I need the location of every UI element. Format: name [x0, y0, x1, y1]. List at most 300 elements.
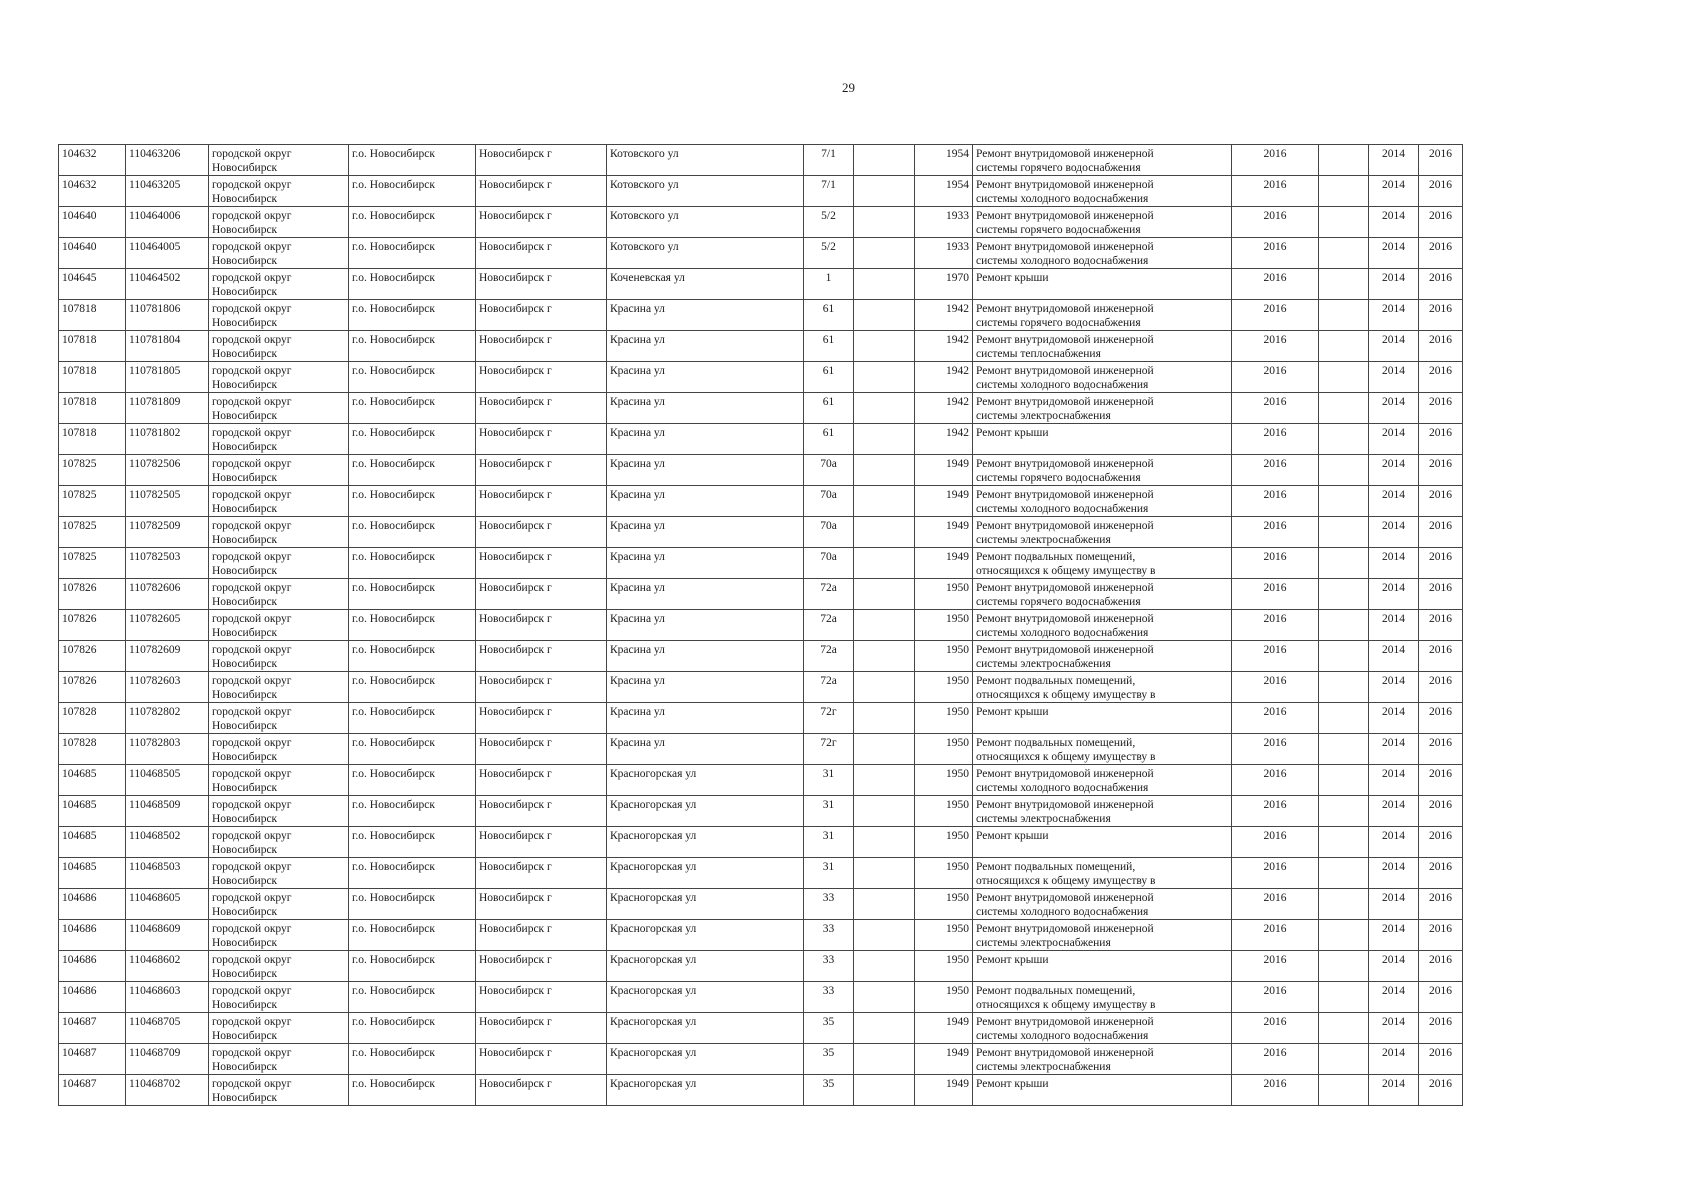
start-year-cell: 2014	[1369, 672, 1419, 703]
table-row	[59, 610, 1463, 641]
start-year-cell: 2014	[1369, 734, 1419, 765]
street-cell: Котовского ул	[607, 207, 804, 238]
end-year-cell: 2016	[1419, 331, 1463, 362]
locality-cell: Новосибирск г	[476, 703, 607, 734]
blank-cell	[854, 765, 915, 796]
municipality-cell: городской округ Новосибирск	[209, 982, 349, 1013]
work-type-line: Ремонт крыши	[976, 954, 1049, 966]
work-type-line: системы электроснабжения	[976, 813, 1111, 825]
house-id-cell: 104687	[59, 1075, 126, 1106]
end-year-cell: 2016	[1419, 176, 1463, 207]
work-type-cell	[973, 424, 1232, 455]
municipality-cell: городской округ Новосибирск	[209, 1075, 349, 1106]
blank-cell	[854, 734, 915, 765]
blank-cell	[854, 207, 915, 238]
house-id-cell: 107825	[59, 517, 126, 548]
work-id-cell: 110781805	[126, 362, 209, 393]
work-type-line: Ремонт крыши	[976, 272, 1049, 284]
street-cell: Красина ул	[607, 393, 804, 424]
district-cell: г.о. Новосибирск	[349, 765, 476, 796]
work-type-line: Ремонт внутридомовой инженерной	[976, 582, 1154, 594]
work-id-cell: 110782509	[126, 517, 209, 548]
municipality-cell: городской округ Новосибирск	[209, 765, 349, 796]
end-year-cell: 2016	[1419, 300, 1463, 331]
work-type-line: Ремонт внутридомовой инженерной	[976, 489, 1154, 501]
blank-cell	[1319, 548, 1369, 579]
work-type-cell	[973, 734, 1232, 765]
street-cell: Котовского ул	[607, 145, 804, 176]
blank-cell	[854, 610, 915, 641]
municipality-cell: городской округ Новосибирск	[209, 269, 349, 300]
municipality-cell: городской округ Новосибирск	[209, 889, 349, 920]
work-type-cell	[973, 486, 1232, 517]
end-year-cell: 2016	[1419, 1013, 1463, 1044]
table-row	[59, 982, 1463, 1013]
district-cell: г.о. Новосибирск	[349, 703, 476, 734]
table-row	[59, 703, 1463, 734]
blank-cell	[854, 424, 915, 455]
blank-cell	[854, 858, 915, 889]
work-type-line: Ремонт внутридомовой инженерной	[976, 520, 1154, 532]
house-id-cell: 104685	[59, 796, 126, 827]
locality-cell: Новосибирск г	[476, 858, 607, 889]
build-year-cell: 1949	[915, 1044, 973, 1075]
plan-year-cell: 2016	[1232, 796, 1319, 827]
end-year-cell: 2016	[1419, 362, 1463, 393]
work-id-cell: 110463206	[126, 145, 209, 176]
work-type-line: относящихся к общему имуществу в	[976, 565, 1156, 577]
table-row	[59, 331, 1463, 362]
house-number-cell: 33	[804, 920, 854, 951]
house-number-cell: 61	[804, 300, 854, 331]
end-year-cell: 2016	[1419, 951, 1463, 982]
start-year-cell: 2014	[1369, 207, 1419, 238]
work-type-line: относящихся к общему имуществу в	[976, 875, 1156, 887]
work-id-cell: 110468605	[126, 889, 209, 920]
house-number-cell: 5/2	[804, 207, 854, 238]
blank-cell	[854, 951, 915, 982]
start-year-cell: 2014	[1369, 1044, 1419, 1075]
house-number-cell: 35	[804, 1044, 854, 1075]
street-cell: Красина ул	[607, 362, 804, 393]
municipality-cell: городской округ Новосибирск	[209, 238, 349, 269]
blank-cell	[1319, 889, 1369, 920]
work-type-line: системы холодного водоснабжения	[976, 379, 1149, 391]
end-year-cell: 2016	[1419, 207, 1463, 238]
municipality-cell: городской округ Новосибирск	[209, 610, 349, 641]
municipality-cell: городской округ Новосибирск	[209, 951, 349, 982]
district-cell: г.о. Новосибирск	[349, 641, 476, 672]
work-type-cell	[973, 331, 1232, 362]
blank-cell	[1319, 393, 1369, 424]
work-type-cell	[973, 176, 1232, 207]
table-row	[59, 920, 1463, 951]
work-id-cell: 110781802	[126, 424, 209, 455]
house-number-cell: 72г	[804, 734, 854, 765]
table-row	[59, 796, 1463, 827]
house-id-cell: 104686	[59, 920, 126, 951]
start-year-cell: 2014	[1369, 610, 1419, 641]
build-year-cell: 1949	[915, 455, 973, 486]
district-cell: г.о. Новосибирск	[349, 300, 476, 331]
street-cell: Красногорская ул	[607, 796, 804, 827]
start-year-cell: 2014	[1369, 238, 1419, 269]
end-year-cell: 2016	[1419, 455, 1463, 486]
start-year-cell: 2014	[1369, 486, 1419, 517]
locality-cell: Новосибирск г	[476, 579, 607, 610]
street-cell: Красногорская ул	[607, 1075, 804, 1106]
blank-cell	[854, 176, 915, 207]
blank-cell	[1319, 579, 1369, 610]
start-year-cell: 2014	[1369, 362, 1419, 393]
build-year-cell: 1942	[915, 362, 973, 393]
blank-cell	[1319, 920, 1369, 951]
table-row	[59, 765, 1463, 796]
municipality-cell: городской округ Новосибирск	[209, 455, 349, 486]
blank-cell	[854, 145, 915, 176]
end-year-cell: 2016	[1419, 641, 1463, 672]
municipality-cell: городской округ Новосибирск	[209, 145, 349, 176]
end-year-cell: 2016	[1419, 858, 1463, 889]
house-id-cell: 104645	[59, 269, 126, 300]
work-type-cell	[973, 982, 1232, 1013]
work-type-line: Ремонт внутридомовой инженерной	[976, 179, 1154, 191]
house-number-cell: 72а	[804, 610, 854, 641]
work-type-line: системы холодного водоснабжения	[976, 1030, 1149, 1042]
blank-cell	[854, 331, 915, 362]
blank-cell	[1319, 610, 1369, 641]
build-year-cell: 1942	[915, 331, 973, 362]
table-row	[59, 734, 1463, 765]
table-row	[59, 207, 1463, 238]
build-year-cell: 1949	[915, 1075, 973, 1106]
work-id-cell: 110782503	[126, 548, 209, 579]
district-cell: г.о. Новосибирск	[349, 610, 476, 641]
house-number-cell: 72а	[804, 672, 854, 703]
house-number-cell: 72а	[804, 579, 854, 610]
end-year-cell: 2016	[1419, 486, 1463, 517]
house-number-cell: 7/1	[804, 145, 854, 176]
work-type-cell	[973, 1044, 1232, 1075]
street-cell: Красина ул	[607, 300, 804, 331]
table-row	[59, 362, 1463, 393]
work-id-cell: 110468603	[126, 982, 209, 1013]
blank-cell	[854, 1075, 915, 1106]
district-cell: г.о. Новосибирск	[349, 858, 476, 889]
municipality-cell: городской округ Новосибирск	[209, 734, 349, 765]
work-type-cell	[973, 207, 1232, 238]
house-id-cell: 104632	[59, 145, 126, 176]
blank-cell	[854, 455, 915, 486]
house-number-cell: 61	[804, 424, 854, 455]
work-type-cell	[973, 1075, 1232, 1106]
work-id-cell: 110463205	[126, 176, 209, 207]
work-type-line: Ремонт внутридомовой инженерной	[976, 396, 1154, 408]
work-type-line: Ремонт внутридомовой инженерной	[976, 1016, 1154, 1028]
blank-cell	[854, 269, 915, 300]
work-type-cell	[973, 579, 1232, 610]
end-year-cell: 2016	[1419, 734, 1463, 765]
municipality-cell: городской округ Новосибирск	[209, 1044, 349, 1075]
work-type-line: системы горячего водоснабжения	[976, 596, 1141, 608]
district-cell: г.о. Новосибирск	[349, 517, 476, 548]
start-year-cell: 2014	[1369, 269, 1419, 300]
table-row	[59, 176, 1463, 207]
work-type-cell	[973, 889, 1232, 920]
locality-cell: Новосибирск г	[476, 1075, 607, 1106]
locality-cell: Новосибирск г	[476, 1044, 607, 1075]
district-cell: г.о. Новосибирск	[349, 1044, 476, 1075]
municipality-cell: городской округ Новосибирск	[209, 331, 349, 362]
start-year-cell: 2014	[1369, 827, 1419, 858]
blank-cell	[1319, 269, 1369, 300]
locality-cell: Новосибирск г	[476, 982, 607, 1013]
street-cell: Красногорская ул	[607, 982, 804, 1013]
municipality-cell: городской округ Новосибирск	[209, 1013, 349, 1044]
street-cell: Красина ул	[607, 455, 804, 486]
build-year-cell: 1950	[915, 796, 973, 827]
work-type-cell	[973, 827, 1232, 858]
blank-cell	[854, 548, 915, 579]
start-year-cell: 2014	[1369, 920, 1419, 951]
plan-year-cell: 2016	[1232, 641, 1319, 672]
district-cell: г.о. Новосибирск	[349, 1075, 476, 1106]
district-cell: г.о. Новосибирск	[349, 393, 476, 424]
plan-year-cell: 2016	[1232, 1013, 1319, 1044]
blank-cell	[1319, 672, 1369, 703]
work-type-line: Ремонт внутридомовой инженерной	[976, 768, 1154, 780]
table-row	[59, 145, 1463, 176]
work-type-cell	[973, 238, 1232, 269]
plan-year-cell: 2016	[1232, 1075, 1319, 1106]
house-number-cell: 72а	[804, 641, 854, 672]
build-year-cell: 1950	[915, 703, 973, 734]
work-type-line: Ремонт внутридомовой инженерной	[976, 644, 1154, 656]
work-type-cell	[973, 672, 1232, 703]
municipality-cell: городской округ Новосибирск	[209, 393, 349, 424]
house-number-cell: 35	[804, 1013, 854, 1044]
locality-cell: Новосибирск г	[476, 300, 607, 331]
house-number-cell: 70а	[804, 486, 854, 517]
locality-cell: Новосибирск г	[476, 796, 607, 827]
street-cell: Коченевская ул	[607, 269, 804, 300]
table-row	[59, 579, 1463, 610]
work-type-line: системы горячего водоснабжения	[976, 472, 1141, 484]
house-id-cell: 107826	[59, 641, 126, 672]
plan-year-cell: 2016	[1232, 920, 1319, 951]
work-id-cell: 110464005	[126, 238, 209, 269]
table-row	[59, 238, 1463, 269]
work-id-cell: 110464006	[126, 207, 209, 238]
plan-year-cell: 2016	[1232, 238, 1319, 269]
locality-cell: Новосибирск г	[476, 331, 607, 362]
work-type-line: Ремонт крыши	[976, 830, 1049, 842]
plan-year-cell: 2016	[1232, 300, 1319, 331]
street-cell: Красина ул	[607, 734, 804, 765]
plan-year-cell: 2016	[1232, 517, 1319, 548]
table-row	[59, 1075, 1463, 1106]
house-number-cell: 35	[804, 1075, 854, 1106]
house-id-cell: 107818	[59, 393, 126, 424]
blank-cell	[1319, 1044, 1369, 1075]
end-year-cell: 2016	[1419, 1075, 1463, 1106]
street-cell: Красина ул	[607, 672, 804, 703]
end-year-cell: 2016	[1419, 920, 1463, 951]
house-number-cell: 70а	[804, 548, 854, 579]
end-year-cell: 2016	[1419, 579, 1463, 610]
build-year-cell: 1950	[915, 889, 973, 920]
table-row	[59, 300, 1463, 331]
blank-cell	[1319, 703, 1369, 734]
work-type-line: Ремонт внутридомовой инженерной	[976, 613, 1154, 625]
work-type-line: Ремонт подвальных помещений,	[976, 985, 1136, 997]
work-type-line: Ремонт подвальных помещений,	[976, 551, 1136, 563]
street-cell: Красина ул	[607, 517, 804, 548]
house-id-cell: 104685	[59, 765, 126, 796]
table-row	[59, 827, 1463, 858]
build-year-cell: 1950	[915, 951, 973, 982]
street-cell: Красногорская ул	[607, 827, 804, 858]
start-year-cell: 2014	[1369, 393, 1419, 424]
plan-year-cell: 2016	[1232, 889, 1319, 920]
work-type-cell	[973, 1013, 1232, 1044]
table-row	[59, 424, 1463, 455]
table-row	[59, 1044, 1463, 1075]
locality-cell: Новосибирск г	[476, 827, 607, 858]
street-cell: Красногорская ул	[607, 951, 804, 982]
work-id-cell: 110464502	[126, 269, 209, 300]
plan-year-cell: 2016	[1232, 1044, 1319, 1075]
blank-cell	[854, 672, 915, 703]
house-number-cell: 61	[804, 393, 854, 424]
municipality-cell: городской округ Новосибирск	[209, 672, 349, 703]
locality-cell: Новосибирск г	[476, 641, 607, 672]
plan-year-cell: 2016	[1232, 858, 1319, 889]
plan-year-cell: 2016	[1232, 734, 1319, 765]
house-id-cell: 104685	[59, 827, 126, 858]
work-id-cell: 110468505	[126, 765, 209, 796]
work-id-cell: 110782605	[126, 610, 209, 641]
work-type-cell	[973, 858, 1232, 889]
work-type-line: Ремонт внутридомовой инженерной	[976, 365, 1154, 377]
blank-cell	[1319, 1075, 1369, 1106]
end-year-cell: 2016	[1419, 393, 1463, 424]
table-row	[59, 517, 1463, 548]
work-type-line: системы горячего водоснабжения	[976, 162, 1141, 174]
locality-cell: Новосибирск г	[476, 145, 607, 176]
table-row	[59, 889, 1463, 920]
work-id-cell: 110468509	[126, 796, 209, 827]
municipality-cell: городской округ Новосибирск	[209, 703, 349, 734]
repair-registry-table	[58, 144, 1463, 1106]
blank-cell	[1319, 827, 1369, 858]
plan-year-cell: 2016	[1232, 331, 1319, 362]
street-cell: Красина ул	[607, 579, 804, 610]
district-cell: г.о. Новосибирск	[349, 889, 476, 920]
blank-cell	[1319, 176, 1369, 207]
build-year-cell: 1950	[915, 579, 973, 610]
house-id-cell: 107818	[59, 362, 126, 393]
street-cell: Красина ул	[607, 610, 804, 641]
house-number-cell: 1	[804, 269, 854, 300]
build-year-cell: 1950	[915, 672, 973, 703]
blank-cell	[1319, 486, 1369, 517]
district-cell: г.о. Новосибирск	[349, 486, 476, 517]
work-id-cell: 110782603	[126, 672, 209, 703]
plan-year-cell: 2016	[1232, 672, 1319, 703]
table-row	[59, 455, 1463, 486]
work-id-cell: 110468502	[126, 827, 209, 858]
end-year-cell: 2016	[1419, 424, 1463, 455]
house-number-cell: 31	[804, 827, 854, 858]
municipality-cell: городской округ Новосибирск	[209, 579, 349, 610]
end-year-cell: 2016	[1419, 517, 1463, 548]
blank-cell	[854, 796, 915, 827]
plan-year-cell: 2016	[1232, 362, 1319, 393]
work-type-cell	[973, 300, 1232, 331]
district-cell: г.о. Новосибирск	[349, 920, 476, 951]
start-year-cell: 2014	[1369, 455, 1419, 486]
district-cell: г.о. Новосибирск	[349, 579, 476, 610]
work-id-cell: 110782506	[126, 455, 209, 486]
table-row	[59, 858, 1463, 889]
municipality-cell: городской округ Новосибирск	[209, 796, 349, 827]
blank-cell	[1319, 951, 1369, 982]
municipality-cell: городской округ Новосибирск	[209, 300, 349, 331]
house-id-cell: 107828	[59, 734, 126, 765]
house-number-cell: 61	[804, 362, 854, 393]
blank-cell	[1319, 424, 1369, 455]
end-year-cell: 2016	[1419, 982, 1463, 1013]
work-type-line: Ремонт подвальных помещений,	[976, 737, 1136, 749]
table-row	[59, 951, 1463, 982]
district-cell: г.о. Новосибирск	[349, 238, 476, 269]
work-type-line: системы холодного водоснабжения	[976, 255, 1149, 267]
work-id-cell: 110782505	[126, 486, 209, 517]
work-type-line: Ремонт внутридомовой инженерной	[976, 1047, 1154, 1059]
start-year-cell: 2014	[1369, 145, 1419, 176]
blank-cell	[854, 393, 915, 424]
blank-cell	[1319, 207, 1369, 238]
work-type-cell	[973, 145, 1232, 176]
house-id-cell: 107825	[59, 486, 126, 517]
end-year-cell: 2016	[1419, 1044, 1463, 1075]
work-type-line: системы электроснабжения	[976, 658, 1111, 670]
street-cell: Красина ул	[607, 424, 804, 455]
blank-cell	[854, 486, 915, 517]
street-cell: Котовского ул	[607, 176, 804, 207]
work-type-line: системы горячего водоснабжения	[976, 317, 1141, 329]
locality-cell: Новосибирск г	[476, 424, 607, 455]
municipality-cell: городской округ Новосибирск	[209, 176, 349, 207]
end-year-cell: 2016	[1419, 889, 1463, 920]
work-type-cell	[973, 517, 1232, 548]
start-year-cell: 2014	[1369, 951, 1419, 982]
house-number-cell: 31	[804, 796, 854, 827]
work-type-cell	[973, 455, 1232, 486]
blank-cell	[1319, 517, 1369, 548]
municipality-cell: городской округ Новосибирск	[209, 827, 349, 858]
build-year-cell: 1954	[915, 176, 973, 207]
house-id-cell: 104686	[59, 951, 126, 982]
work-id-cell: 110468602	[126, 951, 209, 982]
locality-cell: Новосибирск г	[476, 455, 607, 486]
locality-cell: Новосибирск г	[476, 610, 607, 641]
start-year-cell: 2014	[1369, 765, 1419, 796]
blank-cell	[854, 362, 915, 393]
build-year-cell: 1942	[915, 393, 973, 424]
street-cell: Красногорская ул	[607, 1013, 804, 1044]
